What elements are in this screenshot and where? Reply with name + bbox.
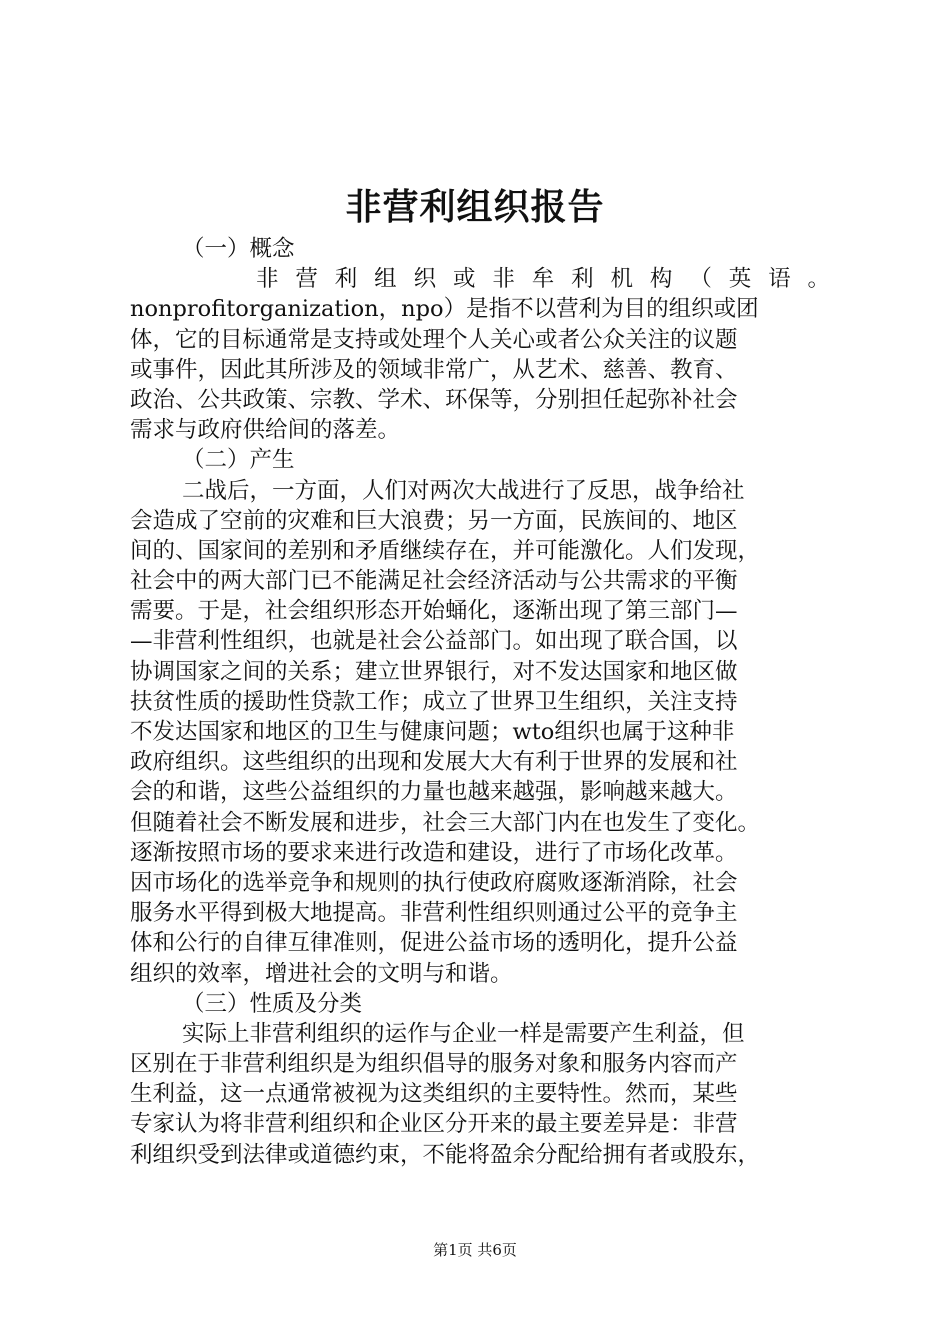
paragraph-line: 实际上非营利组织的运作与企业一样是需要产生利益，但 bbox=[182, 1020, 745, 1047]
section-heading-concept: （一）概念 bbox=[182, 236, 295, 262]
paragraph-line: 因市场化的选举竞争和规则的执行使政府腐败逐渐消除，社会 bbox=[130, 869, 738, 896]
paragraph-line: 会的和谐，这些公益组织的力量也越来越强，影响越来越大。 bbox=[130, 779, 738, 806]
document-body bbox=[130, 234, 830, 1170]
paragraph-line: 需求与政府供给间的落差。 bbox=[130, 417, 401, 444]
paragraph-line: nonprofitorganization，npo）是指不以营利为目的组织或团 bbox=[130, 296, 759, 323]
paragraph-line: 专家认为将非营利组织和企业区分开来的最主要差异是：非营 bbox=[130, 1111, 738, 1138]
paragraph-line: 政治、公共政策、宗教、学术、环保等，分别担任起弥补社会 bbox=[130, 386, 738, 413]
paragraph-line: 政府组织。这些组织的出现和发展大大有利于世界的发展和社 bbox=[130, 749, 738, 776]
paragraph-line: 利组织受到法律或道德约束，不能将盈余分配给拥有者或股东， bbox=[130, 1141, 761, 1168]
paragraph-line: 或事件，因此其所涉及的领域非常广，从艺术、慈善、教育、 bbox=[130, 356, 738, 383]
paragraph-line: 社会中的两大部门已不能满足社会经济活动与公共需求的平衡 bbox=[130, 568, 738, 595]
paragraph-line: 服务水平得到极大地提高。非营利性组织则通过公平的竞争主 bbox=[130, 900, 738, 927]
paragraph-line: —非营利性组织，也就是社会公益部门。如出现了联合国，以 bbox=[130, 628, 738, 655]
paragraph-line: 不发达国家和地区的卫生与健康问题；wto组织也属于这种非 bbox=[130, 719, 735, 745]
paragraph-line: 组织的效率，增进社会的文明与和谐。 bbox=[130, 960, 513, 987]
paragraph-line: 需要。于是，社会组织形态开始蛹化，逐渐出现了第三部门— bbox=[130, 598, 738, 625]
paragraph-line: 逐渐按照市场的要求来进行改造和建设，进行了市场化改革。 bbox=[130, 839, 738, 866]
paragraph-line: 生利益，这一点通常被视为这类组织的主要特性。然而，某些 bbox=[130, 1081, 738, 1108]
section-heading-nature: （三）性质及分类 bbox=[182, 990, 363, 1017]
paragraph-line: 会造成了空前的灾难和巨大浪费；另一方面，民族间的、地区 bbox=[130, 507, 738, 534]
paragraph-line: 非 营 利 组 织 或 非 牟 利 机 构 （ 英 语 。 bbox=[256, 266, 830, 293]
paragraph-line: 间的、国家间的差别和矛盾继续存在，并可能激化。人们发现， bbox=[130, 537, 761, 564]
paragraph-line: 协调国家之间的关系；建立世界银行，对不发达国家和地区做 bbox=[130, 658, 738, 685]
paragraph-line: 但随着社会不断发展和进步，社会三大部门内在也发生了变化。 bbox=[130, 809, 761, 836]
paragraph-line: 扶贫性质的援助性贷款工作；成立了世界卫生组织，关注支持 bbox=[130, 688, 738, 715]
paragraph-line: 二战后，一方面，人们对两次大战进行了反思，战争给社 bbox=[182, 477, 745, 504]
page-footer: 第1页 共6页 bbox=[433, 1241, 517, 1259]
document-title: 非营利组织报告 bbox=[345, 187, 605, 228]
paragraph-line: 体和公行的自律互律准则，促进公益市场的透明化，提升公益 bbox=[130, 930, 738, 957]
paragraph-line: 体，它的目标通常是支持或处理个人关心或者公众关注的议题 bbox=[130, 326, 738, 353]
section-heading-origin: （二）产生 bbox=[182, 447, 295, 474]
paragraph-line: 区别在于非营利组织是为组织倡导的服务对象和服务内容而产 bbox=[130, 1051, 738, 1078]
